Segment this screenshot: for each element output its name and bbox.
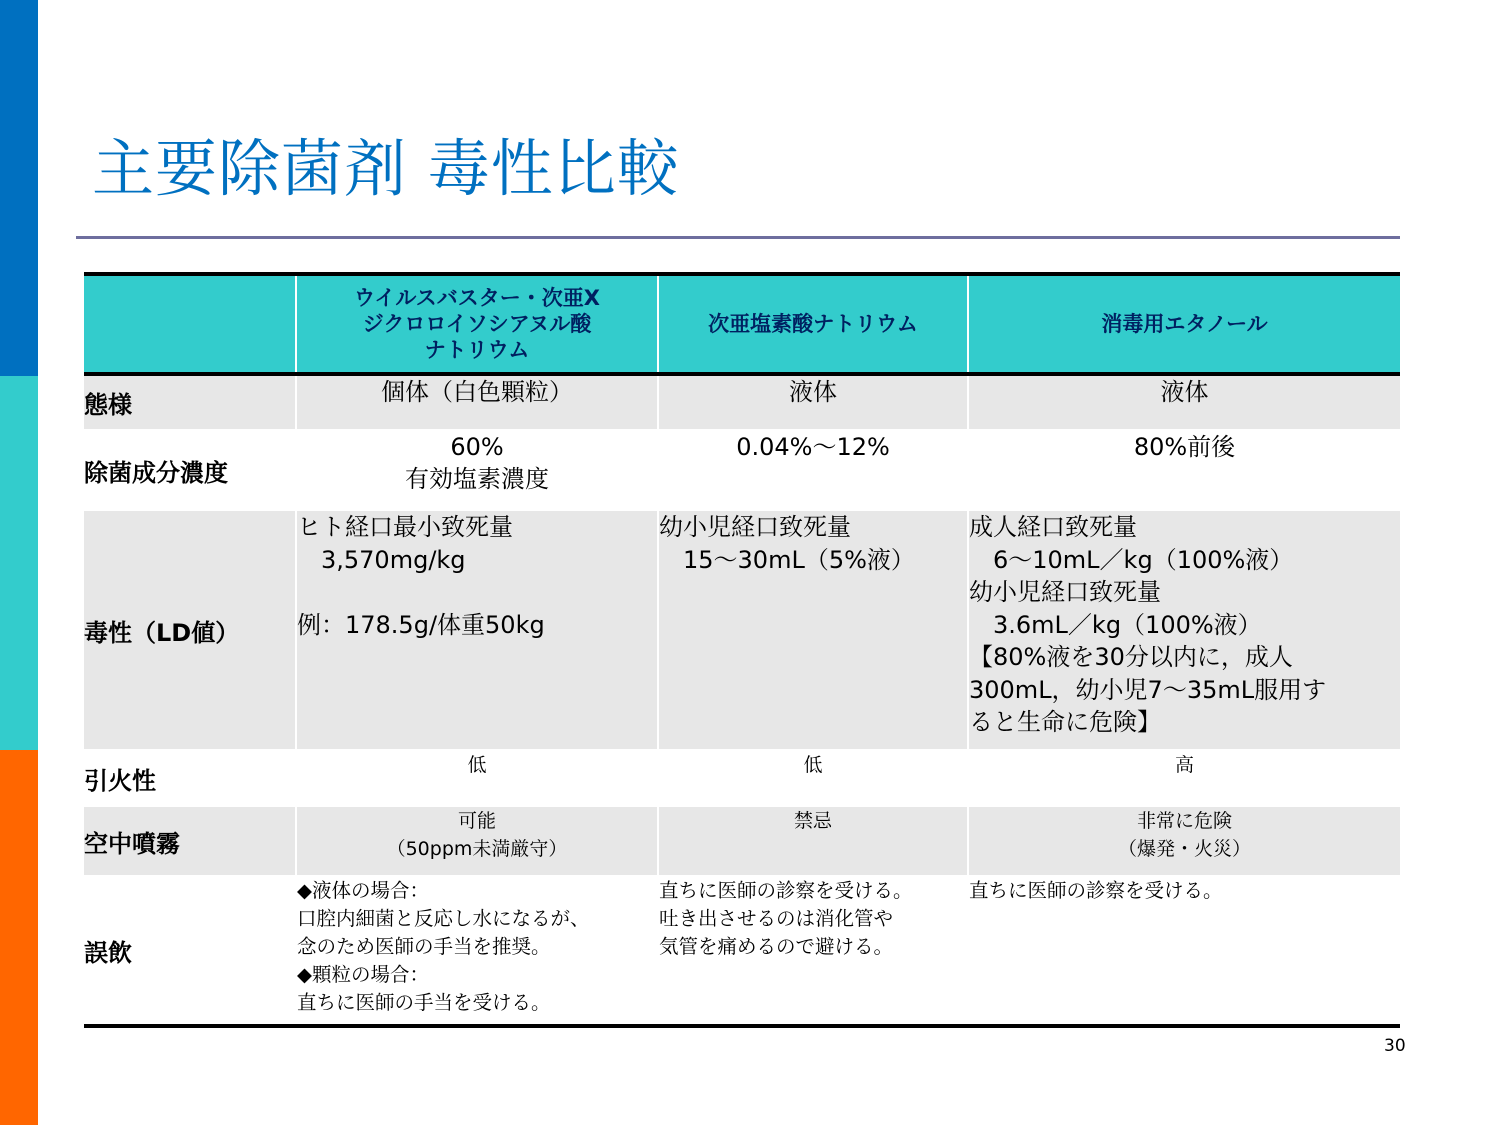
cell-line: 6～10mL／kg（100%液）	[969, 545, 1294, 574]
header-line: 次亜塩素酸ナトリウム	[708, 312, 918, 336]
row-label: 引火性	[84, 750, 296, 806]
cell-line: 幼小児経口致死量	[969, 578, 1161, 606]
cell-line: 有効塩素濃度	[405, 465, 549, 493]
cell-line	[297, 576, 657, 609]
header-product-a	[296, 274, 658, 374]
cell-line: ヒト経口最小致死量	[297, 513, 513, 541]
cell-line: 気管を痛めるので避ける。	[659, 935, 894, 958]
cell-line: 口腔内細菌と反応し水になるが、	[297, 907, 590, 930]
header-line: ジクロロイソシアヌル酸	[362, 312, 592, 336]
table-cell	[296, 750, 658, 806]
cell-line: 液体	[1160, 378, 1209, 406]
table-cell	[296, 374, 658, 430]
table-row	[84, 510, 1400, 750]
cell-line: 3,570mg/kg	[297, 545, 466, 574]
cell-line: 3.6mL／kg（100%液）	[969, 610, 1262, 639]
side-accent-orange	[0, 750, 38, 1125]
table-cell	[296, 510, 658, 750]
table-cell	[968, 510, 1400, 750]
table-row	[84, 876, 1400, 1026]
cell-line: 300mL，幼小児7～35mL服用す	[969, 675, 1327, 704]
title-divider	[76, 236, 1400, 239]
header-line: ウイルスバスター・次亜X	[354, 286, 600, 310]
cell-line: 直ちに医師の診察を受ける。	[659, 879, 913, 902]
cell-line: ◆顆粒の場合：	[297, 963, 429, 986]
row-label: 空中噴霧	[84, 806, 296, 876]
table-row	[84, 430, 1400, 510]
cell-line: 吐き出させるのは消化管や	[659, 907, 894, 930]
cell-line: 【80%液を30分以内に，成人	[969, 643, 1293, 671]
cell-line: 例：178.5g/体重50kg	[297, 610, 545, 639]
slide-title: 主要除菌剤 毒性比較	[92, 132, 680, 205]
table-cell	[968, 750, 1400, 806]
table-row	[84, 374, 1400, 430]
row-label: 態様	[84, 374, 296, 430]
table-cell	[968, 876, 1400, 1026]
cell-line: ると生命に危険】	[969, 708, 1161, 736]
cell-line: （爆発・火災）	[1117, 838, 1251, 860]
cell-line: （50ppm未満厳守）	[386, 838, 568, 860]
table-cell	[658, 876, 968, 1026]
table-cell	[968, 430, 1400, 510]
table-cell	[658, 806, 968, 876]
table-cell	[296, 876, 658, 1026]
cell-line: 可能	[457, 810, 496, 832]
cell-line: 念のため医師の手当を推奨。	[297, 935, 551, 958]
cell-line: 液体	[789, 378, 837, 406]
header-line: 消毒用エタノール	[1101, 312, 1268, 336]
table-cell	[296, 430, 658, 510]
cell-line: 80%前後	[1133, 433, 1236, 461]
table-cell	[968, 806, 1400, 876]
cell-line: 低	[467, 754, 487, 776]
cell-line: 成人経口致死量	[969, 513, 1137, 541]
table-cell	[658, 374, 968, 430]
cell-line: 直ちに医師の手当を受ける。	[297, 991, 551, 1014]
cell-line: 15～30mL（5%液）	[659, 545, 915, 574]
table-cell	[296, 806, 658, 876]
side-accent-teal	[0, 376, 38, 750]
cell-line: 幼小児経口致死量	[659, 513, 851, 541]
cell-line: 60%	[450, 433, 504, 461]
row-label: 毒性（LD値）	[84, 510, 296, 750]
table-cell	[658, 750, 968, 806]
comparison-table	[84, 272, 1400, 1028]
cell-line: 低	[803, 754, 823, 776]
cell-line: 0.04%～12%	[736, 433, 890, 461]
row-label: 誤飲	[84, 876, 296, 1026]
cell-line: 直ちに医師の診察を受ける。	[969, 879, 1223, 902]
side-accent-blue	[0, 0, 38, 376]
table-cell	[968, 374, 1400, 430]
cell-line: ◆液体の場合：	[297, 879, 429, 902]
cell-line: 非常に危険	[1136, 810, 1232, 832]
header-product-c	[968, 274, 1400, 374]
cell-line: 高	[1174, 754, 1194, 776]
header-empty	[84, 274, 296, 374]
header-product-b	[658, 274, 968, 374]
row-label: 除菌成分濃度	[84, 430, 296, 510]
table-cell	[658, 510, 968, 750]
header-line: ナトリウム	[424, 338, 530, 362]
cell-line: 個体（白色顆粒）	[381, 378, 573, 406]
page-number: 30	[1384, 1036, 1406, 1056]
table-row	[84, 750, 1400, 806]
cell-line: 禁忌	[793, 810, 832, 832]
table-row	[84, 806, 1400, 876]
table-header-row	[84, 274, 1400, 374]
table-cell	[658, 430, 968, 510]
